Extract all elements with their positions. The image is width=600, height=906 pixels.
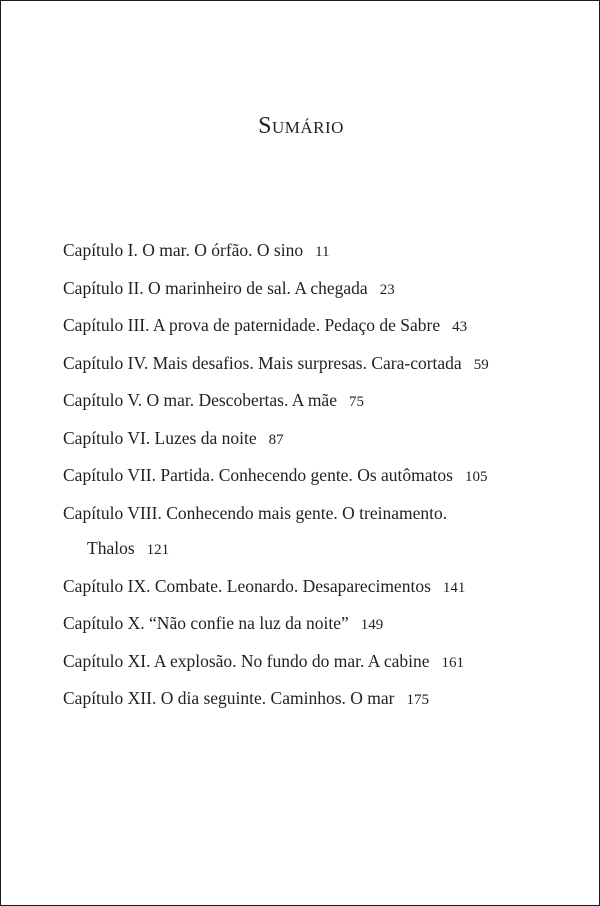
toc-page-number: 121 [146,542,170,558]
toc-entry-title: Capítulo VI. Luzes da noite [63,427,257,448]
toc-entry-title: Capítulo VII. Partida. Conhecendo gente. Os autômatos [63,465,453,485]
toc-entry [63,681,563,719]
toc-page-number: 149 [360,617,384,633]
toc-entry [63,271,563,309]
toc-entry-title: Capítulo XI. A explosão. No fundo do mar. A cabine [63,650,430,671]
table-of-contents [63,233,563,719]
toc-page-number: 23 [379,281,395,298]
toc-page-number: 161 [441,654,464,671]
toc-page-number: 59 [473,356,489,373]
toc-entry-title: Capítulo I. O mar. O órfão. O sino [63,240,304,260]
toc-page-number: 75 [348,394,364,410]
toc-page-number: 105 [464,469,488,485]
toc-entry-title: Capítulo V. O mar. Descobertas. A mãe [63,390,337,410]
toc-entry [63,606,563,644]
toc-entry [63,383,563,421]
toc-entry-title: Capítulo X. “Não confie na luz da noite” [63,613,349,633]
toc-entry [63,346,563,384]
page-title: Sumário [258,113,344,139]
toc-entry [63,458,563,496]
toc-entry-title: Capítulo IX. Combate. Leonardo. Desaparecimentos [63,575,431,596]
toc-page-number: 87 [268,431,284,448]
toc-entry [63,308,563,346]
toc-page-number: 43 [452,319,468,335]
toc-entry-title: Capítulo VIII. Conhecendo mais gente. O treinamento. [63,502,448,523]
toc-entry [63,421,563,459]
toc-page-number: 11 [315,244,330,260]
toc-entry-title-continuation: Thalos [87,538,135,558]
toc-entry-continuation [63,531,563,569]
toc-entry-title: Capítulo II. O marinheiro de sal. A chegada [63,277,368,298]
toc-page-number: 141 [442,579,466,596]
toc-entry-title: Capítulo XII. O dia seguinte. Caminhos. O mar [63,688,395,708]
toc-entry [63,569,563,607]
toc-entry-title: Capítulo IV. Mais desafios. Mais surpresas. Cara-cortada [63,352,462,373]
toc-entry-title: Capítulo III. A prova de paternidade. Pedaço de Sabre [63,315,441,335]
toc-entry [63,496,563,532]
toc-entry [63,644,563,682]
toc-entry [63,233,563,271]
toc-page-number: 175 [406,692,429,708]
